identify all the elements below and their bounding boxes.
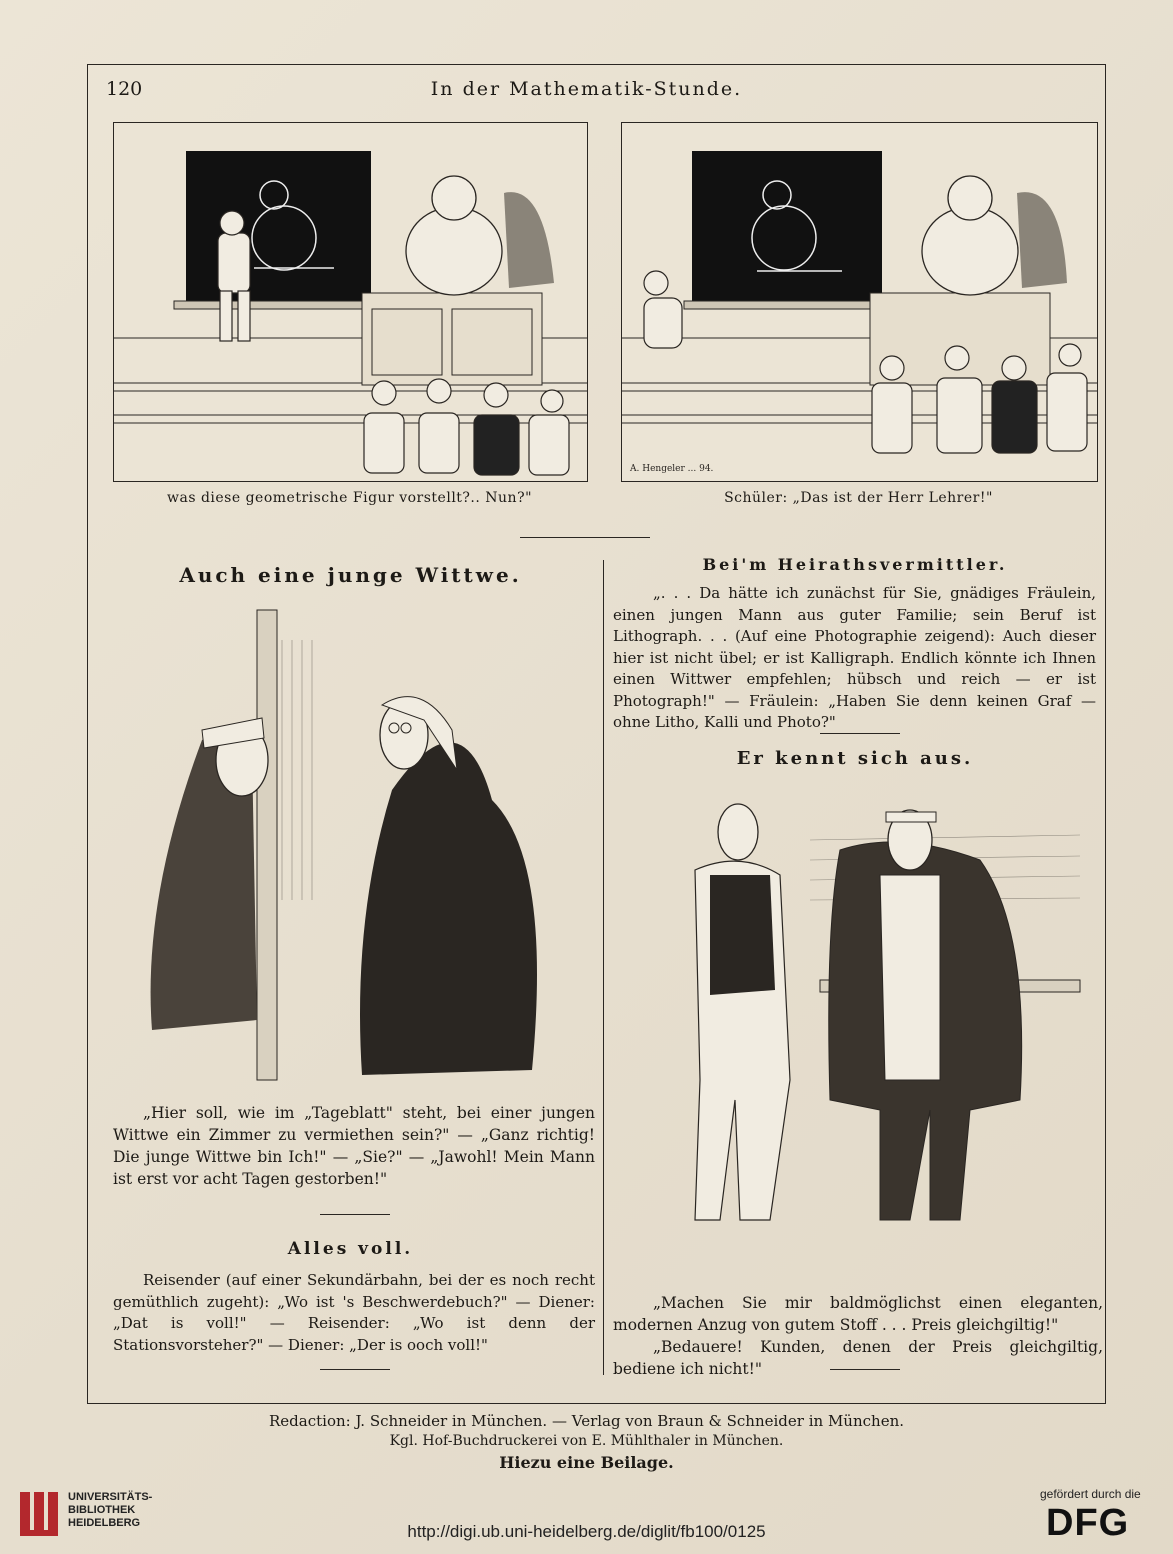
heading-tailor: Er kennt sich aus. — [736, 748, 974, 769]
imprint-line-2: Kgl. Hof-Buchdruckerei von E. Mühlthaler in München. — [389, 1433, 784, 1449]
ub-name-line-2: BIBLIOTHEK — [68, 1504, 136, 1516]
funding-note: gefördert durch die — [1040, 1487, 1141, 1501]
divider-widow — [320, 1214, 390, 1215]
widow-illustration — [132, 600, 580, 1092]
text-broker: „. . . Da hätte ich zunächst für Sie, gnädiges Fräulein, einen jungen Mann aus guter Familie; sein Beruf ist Lithograph. . . (Auf eine Photographie zeigend): Auch dieser hier ist nicht übel; er ist Kalligraph. Endlich könnte ich Ihnen einen Wittwer empfehlen; hübsch und reich — er ist Photograph!" — Fräulein: „Haben Sie denn keinen Graf — ohne Litho, Kalli und Photo?" — [613, 584, 1096, 731]
text-full: Reisender (auf einer Sekundärbahn, bei der es noch recht gemüthlich zugeht): „Wo ist 's Beschwerdebuch?" — Diener: „Dat is voll!" — Reisender: „Wo ist denn der Stationsvorsteher?" — Diener: „Der is ooch voll!" — [113, 1271, 595, 1354]
divider-top — [520, 537, 650, 538]
cartoon-panel-right — [621, 122, 1098, 482]
divider-full — [320, 1369, 390, 1370]
caption-left: was diese geometrische Figur vorstellt?.. Nun?" — [166, 490, 533, 506]
tailor-illustration — [640, 780, 1095, 1240]
ub-name-line-1: UNIVERSITÄTS- — [68, 1491, 153, 1503]
divider-tailor — [830, 1369, 900, 1370]
imprint-line-3: Hiezu eine Beilage. — [499, 1453, 674, 1472]
artist-signature: A. Hengeler ... 94. — [630, 464, 714, 474]
page-number: 120 — [106, 78, 143, 100]
heading-widow: Auch eine junge Wittwe. — [179, 563, 522, 587]
text-widow: „Hier soll, wie im „Tageblatt" steht, bei einer jungen Wittwe ein Zimmer zu vermiethen sein?" — „Ganz richtig! Die junge Wittwe bin Ich!" — „Sie?" — „Jawohl! Mein Mann ist erst vor acht Tagen gestorben!" — [113, 1104, 595, 1188]
running-title: In der Mathematik-Stunde. — [430, 78, 743, 100]
imprint-line-1: Redaction: J. Schneider in München. — Verlag von Braun & Schneider in München. — [269, 1412, 904, 1430]
cartoon-panel-left — [113, 122, 588, 482]
ub-name-line-3: HEIDELBERG — [68, 1517, 141, 1529]
heading-broker: Bei'm Heirathsvermittler. — [702, 555, 1008, 574]
divider-broker — [820, 733, 900, 734]
column-divider — [603, 560, 604, 1375]
classroom-illustration-left — [114, 123, 587, 481]
source-url-link[interactable]: http://digi.ub.uni-heidelberg.de/diglit/fb100/0125 — [407, 1522, 766, 1541]
classroom-illustration-right — [622, 123, 1097, 481]
dfg-logo: DFG — [1046, 1502, 1130, 1544]
heading-full: Alles voll. — [287, 1239, 414, 1259]
caption-right: Schüler: „Das ist der Herr Lehrer!" — [724, 490, 993, 506]
text-tailor-2: „Bedauere! Kunden, denen der Preis gleichgiltig, bediene ich nicht!" — [613, 1338, 1103, 1378]
text-tailor-1: „Machen Sie mir baldmöglichst einen eleganten, modernen Anzug von gutem Stoff . . . Preis gleichgiltig!" — [613, 1294, 1103, 1334]
